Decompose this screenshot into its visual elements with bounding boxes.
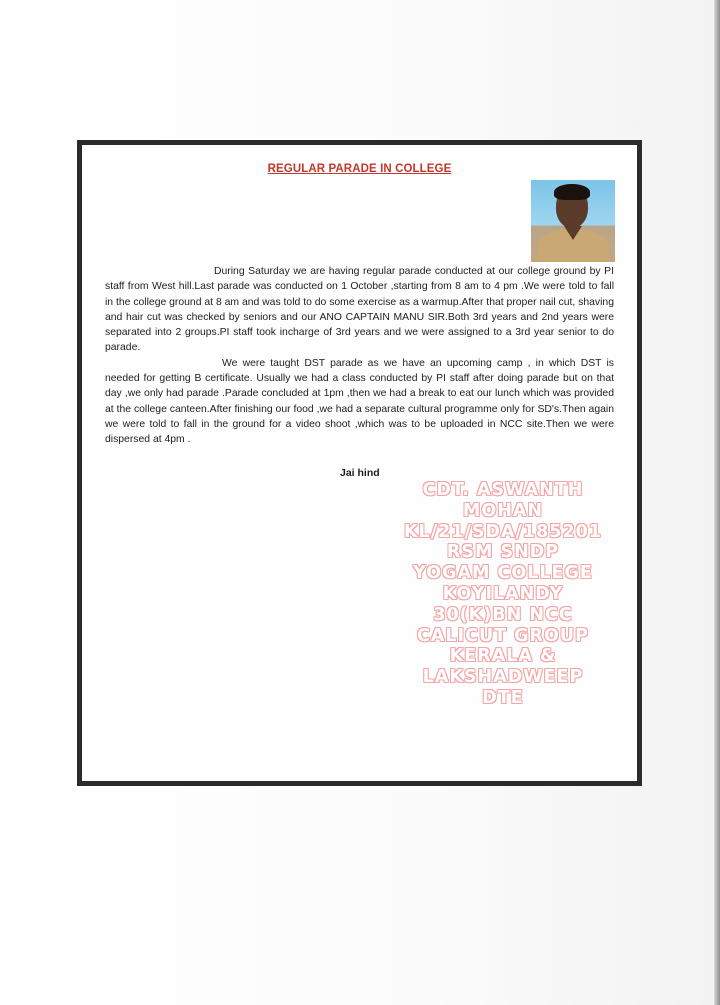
cadet-photo [531, 180, 615, 262]
stamp-line: YOGAM COLLEGE [413, 563, 593, 584]
stamp-line: KOYILANDY [442, 583, 564, 604]
stamp-line: CALICUT GROUP [417, 625, 589, 646]
stamp-line: RSM SNDP [446, 542, 560, 563]
photo-hair [554, 184, 590, 200]
stamp-line: CDT. ASWANTH [422, 480, 584, 500]
stamp-line: KL/21/SDA/185201 [404, 521, 602, 542]
stamp-line: DTE [482, 687, 524, 708]
watermark-stamp [388, 480, 618, 709]
paragraph-2-text: We were taught DST parade as we have an upcoming camp , in which DST is needed for getting B certificate. Usually we had a class conducted by PI staff after doing parade but on that day ,we only had parade .Parade concluded at 1pm ,then we had a break to eat our lunch which was provided at the college canteen.After finishing our food ,we had a separate cultural programme only for SD's.Then again we were told to fall in the ground for a video shoot ,which was to be uploaded in NCC site.Then we were dispersed at 4pm . [105, 357, 614, 446]
signoff: Jai hind [340, 467, 380, 479]
document-body [105, 264, 614, 448]
stamp-line: 30(K)BN NCC [433, 604, 573, 625]
paragraph-1-text: During Saturday we are having regular parade conducted at our college ground by PI staff from West hill.Last parade was conducted on 1 October ,starting from 8 am to 4 pm .We were told to fall in the college ground at 8 am and was told to do some exercise as a warmup.After that proper nail cut, shaving and hair cut was checked by seniors and our ANO CAPTAIN MANU SIR.Both 3rd years and 2nd years were separated into 2 groups.PI staff took incharge of 3rd years and we were assigned to a 3rd year senior to do parade. [105, 266, 614, 354]
document-title: REGULAR PARADE IN COLLEGE [267, 163, 452, 175]
stamp-line: MOHAN [462, 500, 544, 521]
page-edge [714, 0, 720, 1005]
paragraph-2 [105, 356, 614, 448]
paragraph-1 [105, 264, 614, 356]
stamp-line: KERALA & [449, 646, 557, 667]
stamp-line: LAKSHADWEEP [422, 667, 584, 688]
